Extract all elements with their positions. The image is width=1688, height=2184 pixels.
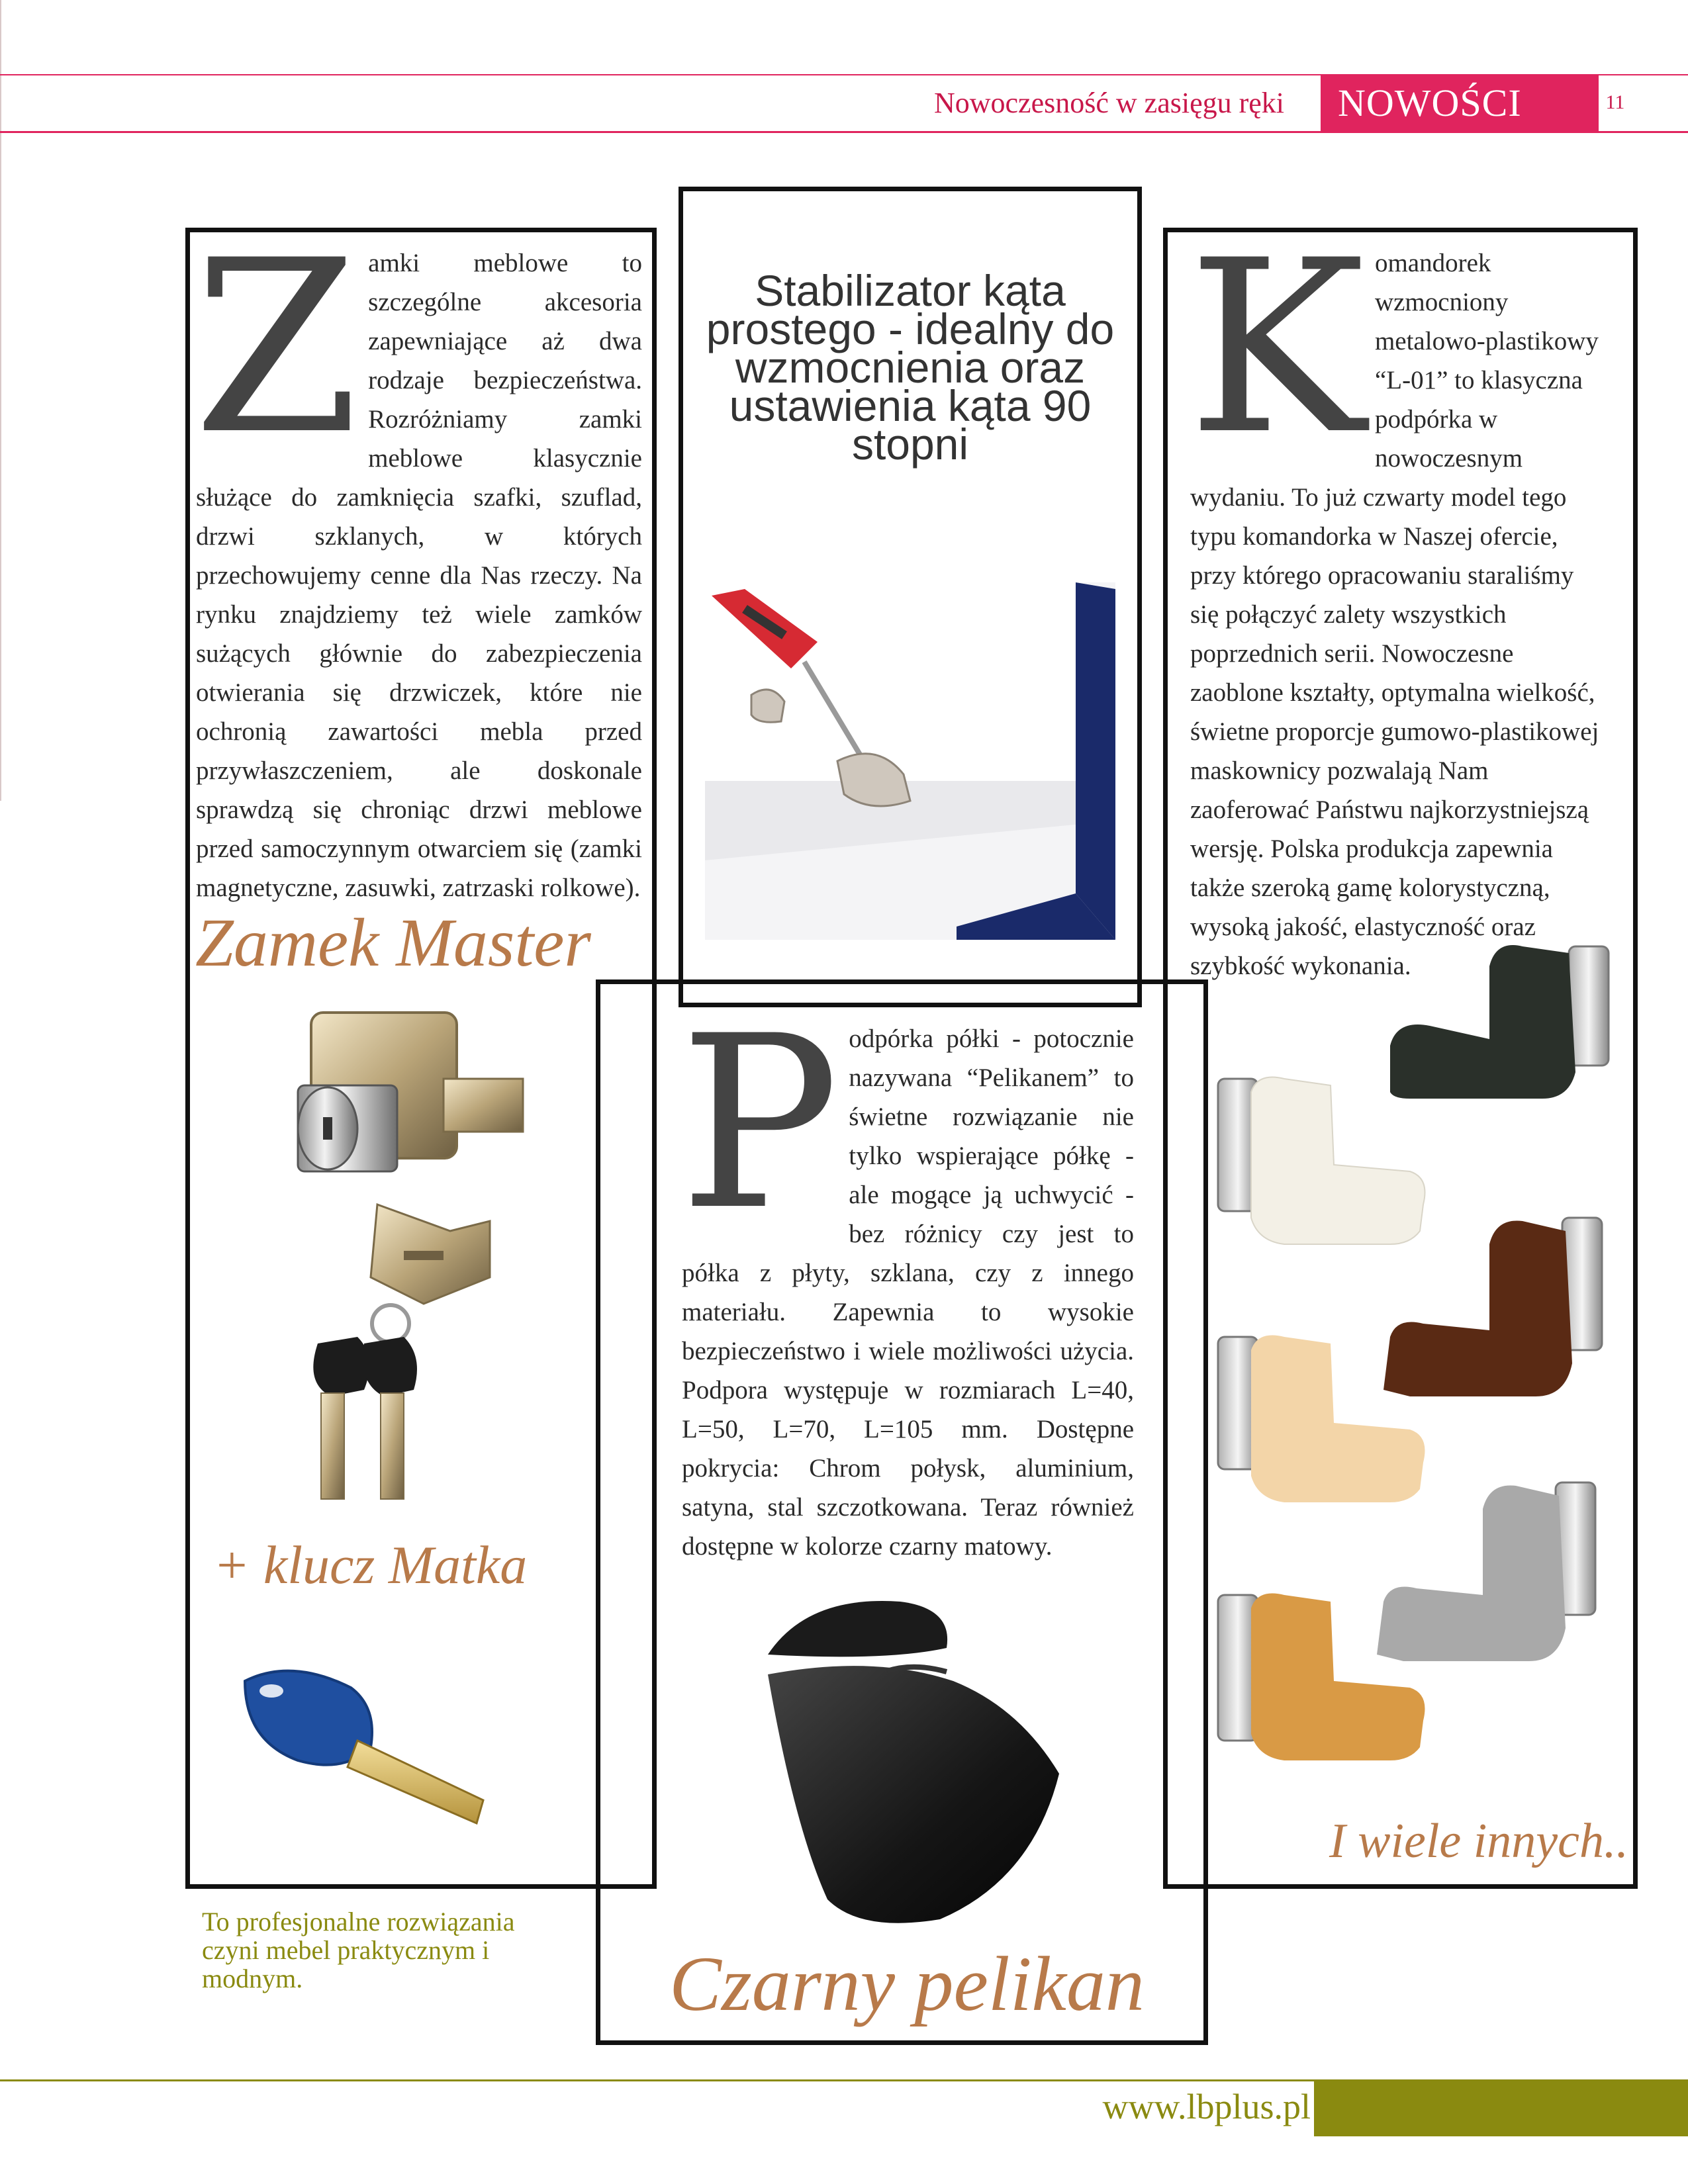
pelikan-text: odpórka półki - potocznie nazywana “Pelikanem” to świetne rozwiązanie nie tylko wspierające półkę - ale mogące ją uchwycić - bez różnicy czy jest to półka z płyty, szklana, czy z innego materiału. Zapewnia to wysokie bezpieczeństwo i wiele możliwości użycia. Podpora występuje w rozmiarach L=40, L=50, L=70, L=105 mm. Dostępne pokrycia: Chrom połysk, aluminium, satyna, stal szczotkowana. Teraz również dostępne w kolorze czarny matowy. <box>682 1024 1134 1561</box>
footnote: To profesjonalne rozwiązania czyni mebel praktycznym i modnym. <box>202 1907 515 1993</box>
page-number: 11 <box>1605 91 1625 113</box>
pelikan-article <box>679 985 1134 1566</box>
footer-bar <box>1314 2079 1688 2136</box>
zamki-text: amki meblowe to szczególne akcesoria zapewniające aż dwa rodzaje bezpieczeństwa. Rozróżniamy zamki meblowe klasycznie służące do zamknięcia szafki, szuflad, drzwi szklanych, w których przechowujemy cenne dla Nas rzeczy. Na rynku znajdziemy też wiele zamków sużących głównie do zabezpieczenia otwierania się drzwiczek, które nie ochronią zawartości mebla przed przywłaszczeniem, ale doskonale sprawdzą się chroniąc drzwi meblowe przed samoczynnym otwarciem się (zamki magnetyczne, zasuwki, zatrzaski rolkowe). <box>196 249 642 902</box>
section-title: NOWOŚCI <box>1321 75 1599 131</box>
lock-image <box>291 999 569 1516</box>
stabilizator-title: Stabilizator kąta prostego - idealny do wzmocnienia oraz ustawienia kąta 90 stopni <box>706 266 1115 469</box>
zamki-article <box>193 209 642 907</box>
shelf-supports-image <box>1211 940 1622 1800</box>
header-tagline: Nowoczesność w zasięgu ręki <box>933 87 1284 119</box>
komandorek-article <box>1188 209 1604 985</box>
page-edge-line <box>0 0 1 801</box>
drop-cap-p: P <box>679 985 840 1262</box>
header-rule <box>0 131 1688 133</box>
drop-cap-k: K <box>1188 209 1366 486</box>
czarny-pelikan-title: Czarny pelikan <box>669 1940 1145 2027</box>
drop-cap-z: Z <box>193 209 359 486</box>
blue-key-image <box>232 1661 496 1833</box>
pelikan-image <box>755 1588 1072 1933</box>
komandorek-text: omandorek wzmocniony metalowo-plastikowy “L-01” to klasyczna podpórka w nowoczesnym wydaniu. To już czwarty model tego typu komandorka w Naszej ofercie, przy którego opracowaniu staraliśmy się połączyć zalety wszystkich poprzednich serii. Nowoczesne zaoblone kształty, optymalna wielkość, świetne proporcje gumowo-plastikowej maskownicy pozwalają Nam zaoferować Państwu najkorzystniejszą wersję. Polska produkcja zapewnia także szeroką gamę kolorystyczną, wysoką jakość, elastyczność oraz szybkość wykonania. <box>1190 249 1599 980</box>
i-wiele-innych-title: I wiele innych.. <box>1329 1814 1628 1868</box>
klucz-matka-title: + klucz Matka <box>213 1535 528 1595</box>
footer-url-link[interactable]: www.lbplus.pl <box>1102 2087 1311 2126</box>
stabilizator-image <box>705 582 1115 940</box>
zamek-master-title: Zamek Master <box>195 905 591 981</box>
